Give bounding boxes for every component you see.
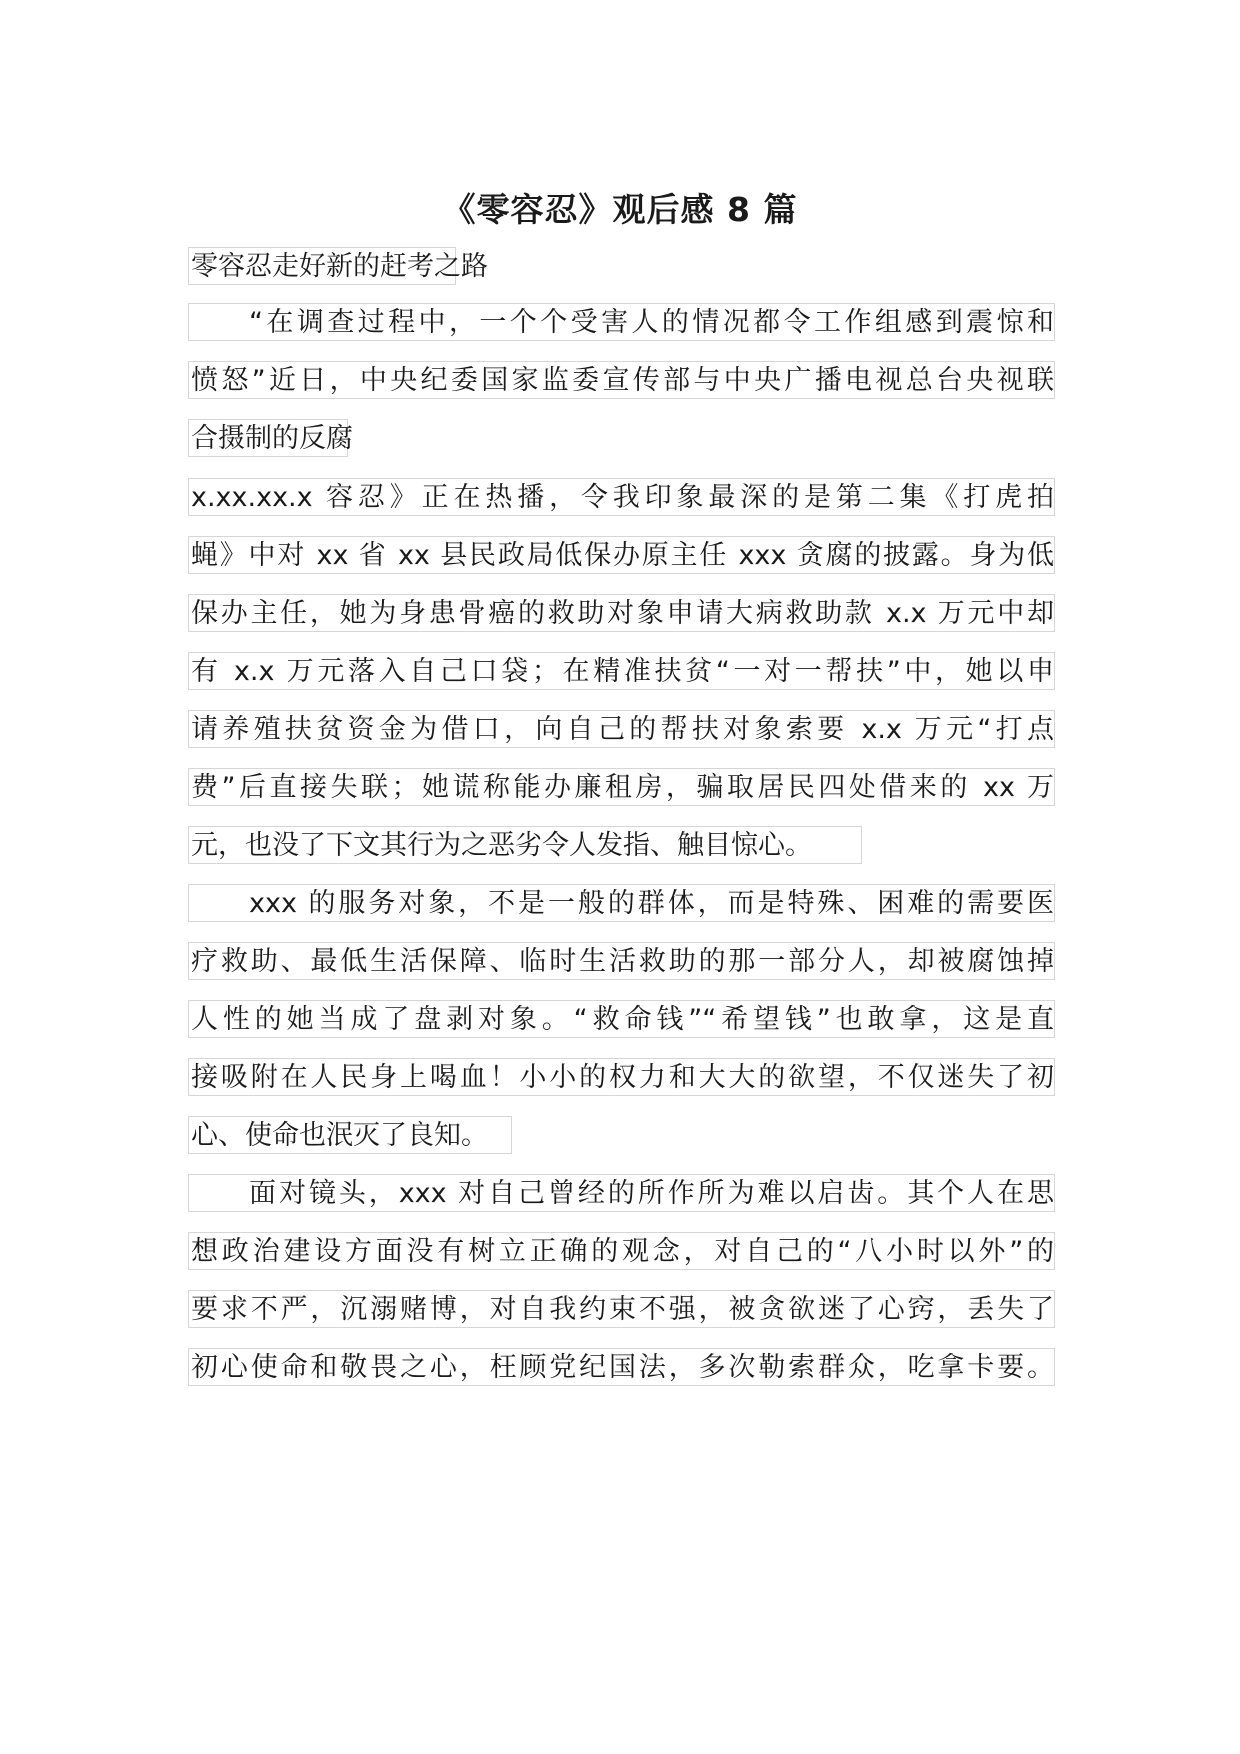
text-line: 费”后直接失联；她谎称能办廉租房，骗取居民四处借来的 xx 万 (188, 768, 1055, 806)
text-line: 合摄制的反腐 (188, 419, 348, 457)
text-line: 蝇》中对 xx 省 xx 县民政局低保办原主任 xxx 贪腐的披露。身为低 (188, 536, 1055, 574)
text-line: 疗救助、最低生活保障、临时生活救助的那一部分人，却被腐蚀掉 (188, 942, 1055, 980)
text-line: 面对镜头，xxx 对自己曾经的所作所为难以启齿。其个人在思 (188, 1174, 1055, 1212)
text-line: 人性的她当成了盘剥对象。“救命钱”“希望钱”也敢拿，这是直 (188, 1000, 1055, 1038)
text-line: x.xx.xx.x 容忍》正在热播，令我印象最深的是第二集《打虎拍 (188, 478, 1055, 516)
text-line: 想政治建设方面没有树立正确的观念，对自己的“八小时以外”的 (188, 1232, 1055, 1270)
text-line: 保办主任，她为身患骨癌的救助对象申请大病救助款 x.x 万元中却 (188, 594, 1055, 632)
text-line: 初心使命和敬畏之心，枉顾党纪国法，多次勒索群众，吃拿卡要。 (188, 1348, 1055, 1386)
document-title: 《零容忍》观后感 8 篇 (442, 190, 798, 229)
section-heading: 零容忍走好新的赶考之路 (188, 247, 456, 285)
text-line: 元，也没了下文其行为之恶劣令人发指、触目惊心。 (188, 826, 862, 864)
text-line: 请养殖扶贫资金为借口，向自己的帮扶对象索要 x.x 万元“打点 (188, 710, 1055, 748)
text-line: 要求不严，沉溺赌博，对自我约束不强，被贪欲迷了心窍，丢失了 (188, 1290, 1055, 1328)
text-line: xxx 的服务对象，不是一般的群体，而是特殊、困难的需要医 (188, 884, 1055, 922)
text-line: 有 x.x 万元落入自己口袋；在精准扶贫“一对一帮扶”中，她以申 (188, 652, 1055, 690)
text-line: 接吸附在人民身上喝血！小小的权力和大大的欲望，不仅迷失了初 (188, 1058, 1055, 1096)
text-line: 愤怒”近日，中央纪委国家监委宣传部与中央广播电视总台央视联 (188, 361, 1055, 399)
text-line: 心、使命也泯灭了良知。 (188, 1116, 512, 1154)
text-line: “在调查过程中，一个个受害人的情况都令工作组感到震惊和 (188, 303, 1055, 341)
